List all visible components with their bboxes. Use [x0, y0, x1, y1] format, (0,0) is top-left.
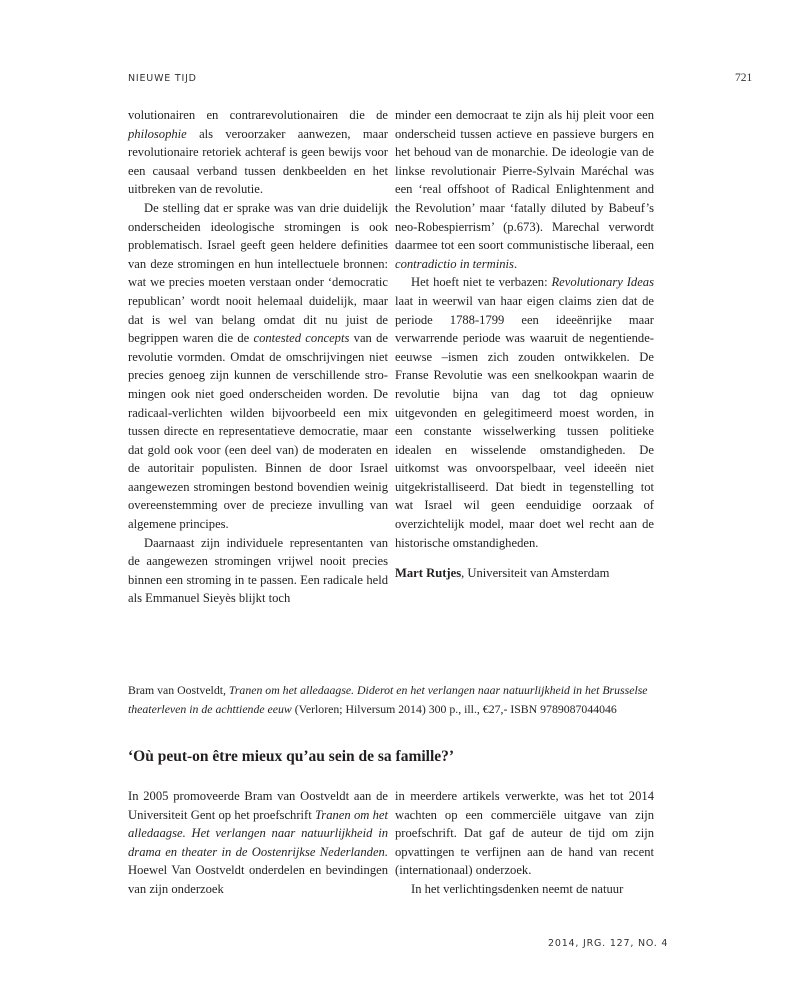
italic-text: contradictio in terminis: [395, 256, 514, 271]
paragraph: De stelling dat er sprake was van drie duidelijk onderscheiden ideologische stromingen is ook problematisch. Israel geeft geen heldere definities van deze stromingen en hun intellectuele bronnen: wat we precies moeten verstaan onder ‘democratic republican’ wordt nooit helemaal duidelijk, maar dat is wel van belang omdat dit nu juist de begrippen waren die de contested concepts van de revolutie vormden. Omdat de omschrijvingen niet precies genoeg zijn kunnen de verschillende stromingen ook niet goed onderscheiden worden. De radicaal-verlichten wilden bijvoorbeeld een mix tussen directe en representatieve democratie, maar dat gold ook voor (een deel van) de moderaten en de autoritair populisten. Binnen de door Israel aangewezen stromingen bestond bovendien weinig overeenstemming over de precieze invulling van algemene principes.: [128, 200, 388, 532]
reviewer-signature: [395, 564, 654, 583]
right-column: [395, 106, 654, 583]
bibliographic-reference: Bram van Oostveldt, Tranen om het alledaagse. Diderot en het verlangen naar natuurlijkheid in het Brusselse theaterleven in de achttiende eeuw (Verloren; Hilversum 2014) 300 p., ill., €27,- ISBN 9789087044046: [128, 683, 648, 716]
paragraph: in meerdere artikels verwerkte, was het tot 2014 wachten op een commerciële uitgave van zijn proefschrift. Dat gaf de auteur de tijd om zijn opvattingen te verfijnen aan de hand van recent (internationaal) onderzoek.: [395, 789, 654, 878]
italic-text: Revolutionary Ideas: [551, 275, 654, 290]
page-number: 721: [735, 72, 753, 84]
left-column: [128, 106, 388, 608]
italic-text: contested concepts: [253, 331, 350, 346]
paragraph: In het verlichtingsdenken neemt de natuur: [411, 881, 624, 896]
italic-text: Tranen om het alledaagse. Diderot en het verlangen naar natuurlijkheid in het Brusselse theaterleven in de achttiende eeuw: [128, 683, 648, 716]
italic-text: philosophie: [128, 126, 187, 141]
review-right-column: [395, 787, 654, 899]
running-head: NIEUWE TIJD: [128, 73, 197, 84]
review-left-column: [128, 787, 388, 899]
paragraph: minder een democraat te zijn als hij pleit voor een onderscheid tussen actieve en passieve burgers en het behoud van de monarchie. De ideologie van de linkse revolutionair Pierre-Sylvain Maréchal was een ‘real offshoot of Radical Enlightenment and the Revolution’ maar ‘fatally diluted by Babeuf’s neo-Robespierrism’ (p.673). Marechal verwordt daarmee tot een soort communistische liberaal, een contradictio in terminis.: [395, 108, 654, 271]
paragraph: Het hoeft niet te verbazen: Revolutionary Ideas laat in weerwil van haar eigen claims zien dat de periode 1788-1799 een ideeënrijke maar verwarrende periode was waaruit de negentiende-eeuwse –ismen zich zouden ontwikkelen. De Franse Revolutie was een snelkookpan waarin de revolutie bijna van dag tot dag opnieuw uitgevonden en gelegitimeerd moest worden, in een constante wisselwerking tussen politieke idealen en wisselende omstandigheden. De uitkomst was onvoorspelbaar, veel ideeën niet uitgekristalliseerd. Dat biedt in tegenstelling tot wat Israel wil geen eenduidige oorzaak of overzichtelijk model, maar doet wel recht aan de historische omstandigheden.: [395, 275, 654, 550]
review-title: ‘Où peut-on être mieux qu’au sein de sa famille?’: [128, 748, 455, 765]
italic-text: Tranen om het alledaagse. Het verlangen naar natuurlijkheid in drama en theater in de Oostenrijkse Nederlanden.: [128, 807, 389, 859]
paragraph: In 2005 promoveerde Bram van Oostveldt aan de Universiteit Gent op het proefschrift Tranen om het alledaagse. Het verlangen naar natuurlijkheid in drama en theater in de Oostenrijkse Nederlanden. Hoewel Van Oostveldt onderdelen en bevindingen van zijn onderzoek: [128, 789, 389, 896]
paragraph: volutionairen en contrarevolutionairen die de philosophie als veroorzaker aanwezen, maar revolutionaire retoriek achteraf is geen bewijs voor een causaal verband tussen denkbeelden en het uitbreken van de revolutie.: [128, 108, 388, 197]
paragraph: Daarnaast zijn individuele representanten van de aangewezen stromingen vrijwel nooit precies binnen een stroming in te passen. Een radicale held als Emmanuel Sieyès blijkt toch: [128, 535, 388, 606]
reviewer-affiliation: , Universiteit van Amsterdam: [461, 566, 610, 581]
reviewer-name: Mart Rutjes: [395, 566, 462, 581]
issue-footer: 2014, JRG. 127, NO. 4: [548, 938, 669, 949]
